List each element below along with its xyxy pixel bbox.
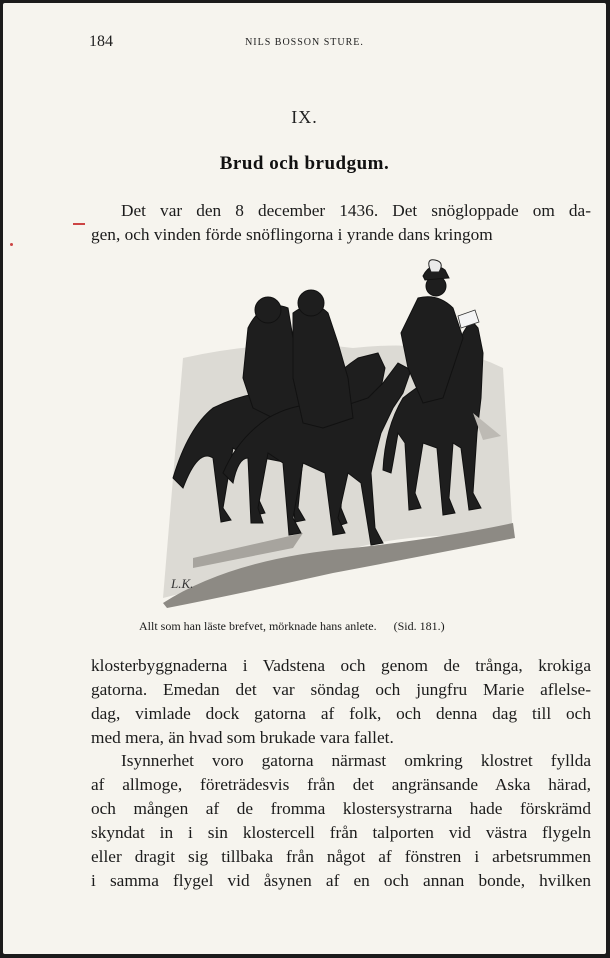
text-line: Det var den 8 december 1436. Det snögloppade om da-	[121, 201, 591, 220]
illustration-signature: L.K.	[171, 576, 194, 591]
page-number: 184	[89, 33, 113, 50]
text-line: skyndat in i sin klostercell från talporten vid västra flygeln	[91, 823, 591, 842]
paragraph-third	[91, 749, 591, 893]
margin-dot-mark	[10, 243, 13, 246]
paragraph-continuation	[91, 654, 591, 750]
margin-pencil-mark	[73, 223, 85, 225]
chapter-number: IX.	[291, 107, 318, 127]
text-line: dag, vimlade dock gatorna af folk, och denna dag till och	[91, 704, 591, 723]
text-line: gatorna. Emedan det var söndag och jungfru Marie aflelse-	[91, 680, 591, 699]
caption-text: Allt som han läste brefvet, mörknade hans anlete.	[139, 619, 377, 633]
horsemen-illustration-icon	[153, 258, 523, 608]
text-line: och mången af de fromma klostersystrarna hade förskrämd	[91, 799, 591, 818]
running-head: NILS BOSSON STURE.	[245, 37, 364, 48]
text-line: i samma flygel vid åsynen af en och annan bonde, hvilken	[91, 871, 591, 890]
page-header	[3, 31, 606, 55]
text-line: af allmoge, företrädesvis från det angränsande Aska härad,	[91, 775, 591, 794]
text-line: klosterbyggnaderna i Vadstena och genom de trånga, krokiga	[91, 656, 591, 675]
illustration-caption	[139, 619, 445, 634]
caption-page-reference: (Sid. 181.)	[393, 619, 445, 633]
text-line: eller dragit sig tillbaka från något af fönstren i arbetsrummen	[91, 847, 591, 866]
paragraph-opening	[91, 199, 591, 247]
chapter-title: Brud och brudgum.	[219, 153, 390, 174]
book-page	[3, 3, 606, 954]
text-line: med mera, än hvad som brukade vara fallet.	[91, 728, 394, 747]
text-line: Isynnerhet voro gatorna närmast omkring klostret fyllda	[121, 751, 591, 770]
text-line: gen, och vinden förde snöflingorna i yrande dans kringom	[91, 225, 493, 244]
